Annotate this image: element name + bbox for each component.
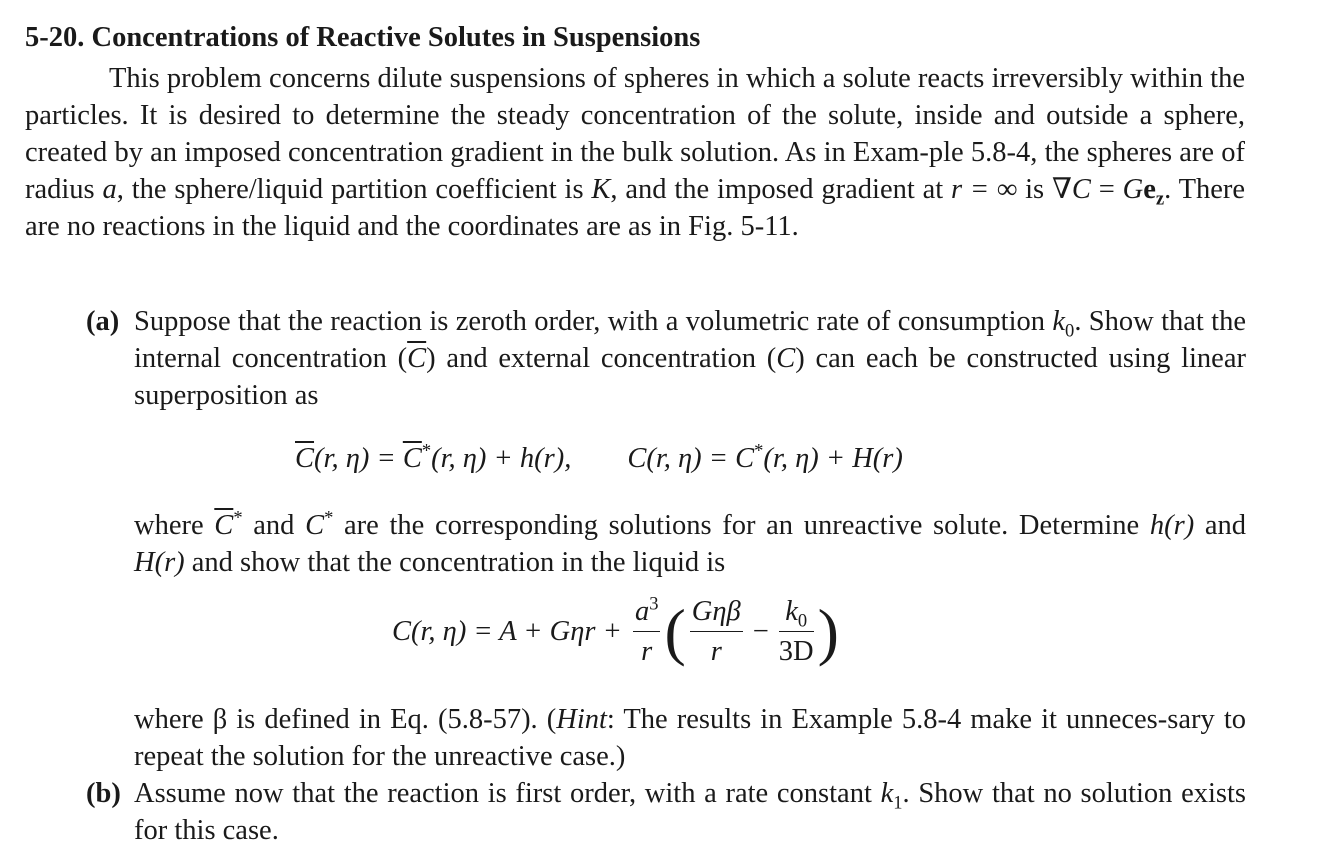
fraction-k0-over-3d: $\frac{k_0}{3D}$: [778, 596, 814, 667]
fraction-a3-over-r: $\frac{a^3}{r}$: [634, 593, 659, 667]
liquid-concentration-equation: C(r, η) = A + Gηr + $\frac{a^3}{r}$ ( $\frac{\text{Gηβ}}{r}$ − $\frac{k_0}{3D}$ ): [392, 593, 839, 667]
part-a-text: Suppose that the reaction is zeroth order, with a volumetric rate of consumption $k_0$. Show that the internal concentration $(\overline{C})$ and external concentration (C) can each be constructed using linear superposition as: [134, 306, 1246, 411]
part-b-label: (b): [86, 778, 121, 809]
part-a-text-3: where β is defined in Eq. (5.8-57). (Hint: The results in Example 5.8-4 make it unneces-sary to repeat the solution for the unreactive case.): [134, 704, 1246, 772]
gradient-condition: r = ∞: [951, 174, 1018, 205]
part-a-label: (a): [86, 306, 120, 337]
part-a-hint: [86, 701, 1246, 775]
part-a-text-2: where $\overline{C}^*$ and C* are the corresponding solutions for an unreactive solute. Determine h(r) and H(r) and show that the concentration in the liquid is: [134, 507, 1247, 578]
intro-paragraph: This problem concerns dilute suspensions of spheres in which a solute reacts irreversibly within the particles. It is desired to determine the steady concentration of the solute, inside and outside a sphere, created by an imposed concentration gradient in the bulk solution. As in Exam-ple 5.8-4, the spheres are of radius a, the sphere/liquid partition coefficient is K, and the imposed gradient at r = ∞ is $\nabla C = Ge_z$. There are no reactions in the liquid and the coordinates are as in Fig. 5-11.: [25, 63, 1246, 242]
part-b: [86, 775, 1246, 849]
problem-intro: [25, 60, 1245, 245]
superposition-equation: $\overline{C}(r$, $\eta) = \overline{C}^*(r$, η) + h(r), C(r, η) = C*(r, η) + H(r): [295, 440, 903, 474]
part-a-continued: [86, 507, 1246, 581]
part-b-text: Assume now that the reaction is first order, with a rate constant $k_1$. Show that no solution exists for this case.: [134, 778, 1247, 846]
fraction-gnb-over-r: $\frac{\text{Gηβ}}{r}$: [691, 596, 741, 667]
problem-title: 5-20. Concentrations of Reactive Solutes in Suspensions: [25, 22, 701, 53]
part-a: [86, 303, 1246, 414]
